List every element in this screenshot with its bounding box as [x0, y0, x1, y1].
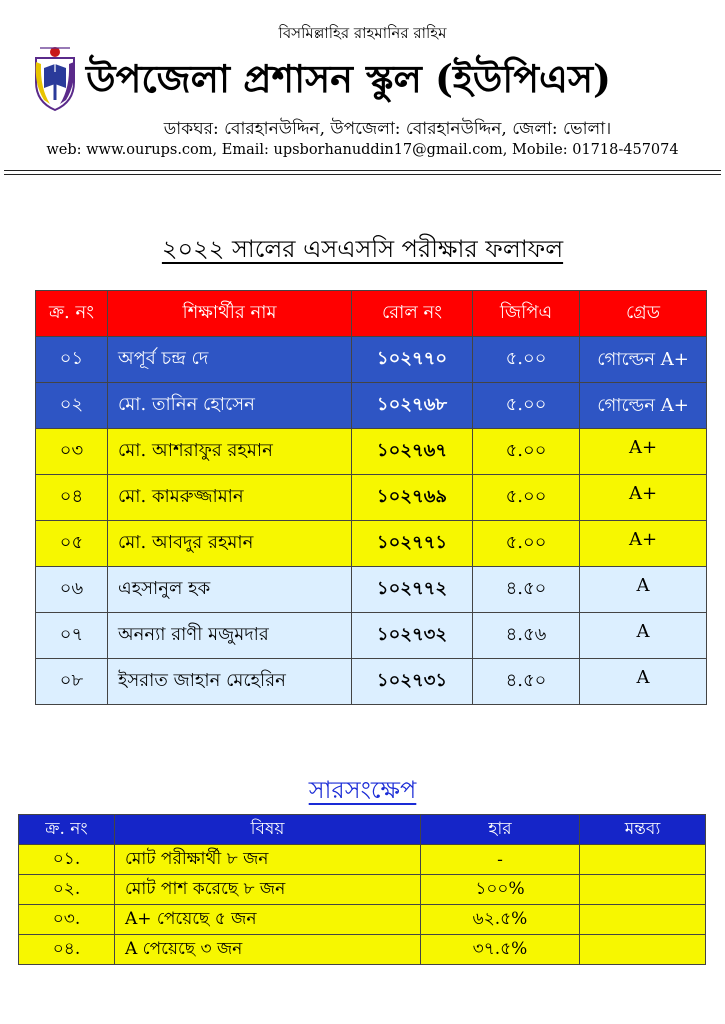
- serial-cell: ০১.: [19, 845, 115, 875]
- grade-cell: A: [580, 659, 707, 705]
- name-cell: অনন্যা রাণী মজুমদার: [108, 613, 352, 659]
- subject-cell: মোট পরীক্ষার্থী ৮ জন: [115, 845, 421, 875]
- remark-cell: [580, 875, 706, 905]
- result-row: [36, 567, 707, 613]
- name-cell: অপূর্ব চন্দ্র দে: [108, 337, 352, 383]
- result-row: [36, 429, 707, 475]
- subject-cell: A+ পেয়েছে ৫ জন: [115, 905, 421, 935]
- school-name: উপজেলা প্রশাসন স্কুল (ইউপিএস): [86, 56, 612, 101]
- results-table: [35, 290, 707, 705]
- grade-cell: A: [580, 613, 707, 659]
- gpa-cell: ৫.০০: [473, 475, 580, 521]
- serial-cell: ০৫: [36, 521, 108, 567]
- subject-cell: মোট পাশ করেছে ৮ জন: [115, 875, 421, 905]
- serial-cell: ০১: [36, 337, 108, 383]
- gpa-cell: ৫.০০: [473, 429, 580, 475]
- remark-cell: [580, 935, 706, 965]
- name-cell: মো. কামরুজ্জামান: [108, 475, 352, 521]
- result-row: [36, 613, 707, 659]
- roll-cell: ১০২৭৩২: [352, 613, 473, 659]
- rate-cell: ৩৭.৫%: [421, 935, 580, 965]
- gpa-cell: ৫.০০: [473, 337, 580, 383]
- grade-cell: A+: [580, 475, 707, 521]
- roll-cell: ১০২৭৭২: [352, 567, 473, 613]
- result-row: [36, 337, 707, 383]
- rate-cell: ৬২.৫%: [421, 905, 580, 935]
- serial-cell: ০২: [36, 383, 108, 429]
- gpa-cell: ৪.৫০: [473, 567, 580, 613]
- roll-cell: ১০২৭৬৮: [352, 383, 473, 429]
- header-divider-thin: [4, 174, 721, 175]
- name-cell: মো. আশরাফুর রহমান: [108, 429, 352, 475]
- result-title: ২০২২ সালের এসএসসি পরীক্ষার ফলাফল: [161, 235, 564, 263]
- result-row: [36, 521, 707, 567]
- roll-cell: ১০২৭৭১: [352, 521, 473, 567]
- serial-cell: ০৪: [36, 475, 108, 521]
- rate-cell: -: [421, 845, 580, 875]
- col-header-serial: ক্র. নং: [36, 291, 108, 337]
- name-cell: ইসরাত জাহান মেহেরিন: [108, 659, 352, 705]
- summary-title: সারসংক্ষেপ: [308, 776, 417, 804]
- serial-cell: ০৮: [36, 659, 108, 705]
- roll-cell: ১০২৭৭০: [352, 337, 473, 383]
- school-address: ডাকঘর: বোরহানউদ্দিন, উপজেলা: বোরহানউদ্দিন, জেলা: ভোলা।: [163, 119, 612, 139]
- result-row: [36, 383, 707, 429]
- summary-table: [18, 814, 706, 965]
- summary-header-row: [19, 815, 706, 845]
- summary-row: [19, 935, 706, 965]
- header-divider: [4, 170, 721, 171]
- grade-cell: A+: [580, 429, 707, 475]
- summary-row: [19, 905, 706, 935]
- serial-cell: ০৩.: [19, 905, 115, 935]
- serial-cell: ০২.: [19, 875, 115, 905]
- roll-cell: ১০২৭৬৯: [352, 475, 473, 521]
- serial-cell: ০৩: [36, 429, 108, 475]
- roll-cell: ১০২৭৬৭: [352, 429, 473, 475]
- col-header-serial: ক্র. নং: [19, 815, 115, 845]
- col-header-grade: গ্রেড: [580, 291, 707, 337]
- col-header-roll: রোল নং: [352, 291, 473, 337]
- gpa-cell: ৫.০০: [473, 521, 580, 567]
- col-header-subject: বিষয়: [115, 815, 421, 845]
- serial-cell: ০৪.: [19, 935, 115, 965]
- school-contact: web: www.ourups.com, Email: upsborhanuddin17@gmail.com, Mobile: 01718-457074: [46, 142, 679, 158]
- name-cell: মো. তানিন হোসেন: [108, 383, 352, 429]
- serial-cell: ০৬: [36, 567, 108, 613]
- grade-cell: A+: [580, 521, 707, 567]
- grade-cell: গোল্ডেন A+: [580, 383, 707, 429]
- gpa-cell: ৫.০০: [473, 383, 580, 429]
- result-row: [36, 475, 707, 521]
- gpa-cell: ৪.৫০: [473, 659, 580, 705]
- col-header-remark: মন্তব্য: [580, 815, 706, 845]
- grade-cell: A: [580, 567, 707, 613]
- name-cell: এহসানুল হক: [108, 567, 352, 613]
- roll-cell: ১০২৭৩১: [352, 659, 473, 705]
- remark-cell: [580, 905, 706, 935]
- summary-row: [19, 875, 706, 905]
- col-header-rate: হার: [421, 815, 580, 845]
- grade-cell: গোল্ডেন A+: [580, 337, 707, 383]
- remark-cell: [580, 845, 706, 875]
- school-crest-logo: [30, 44, 80, 112]
- results-header-row: [36, 291, 707, 337]
- serial-cell: ০৭: [36, 613, 108, 659]
- rate-cell: ১০০%: [421, 875, 580, 905]
- summary-row: [19, 845, 706, 875]
- bismillah-text: বিসমিল্লাহির রাহমানির রাহিম: [278, 24, 447, 42]
- col-header-gpa: জিপিএ: [473, 291, 580, 337]
- col-header-name: শিক্ষার্থীর নাম: [108, 291, 352, 337]
- gpa-cell: ৪.৫৬: [473, 613, 580, 659]
- subject-cell: A পেয়েছে ৩ জন: [115, 935, 421, 965]
- result-row: [36, 659, 707, 705]
- name-cell: মো. আবদুর রহমান: [108, 521, 352, 567]
